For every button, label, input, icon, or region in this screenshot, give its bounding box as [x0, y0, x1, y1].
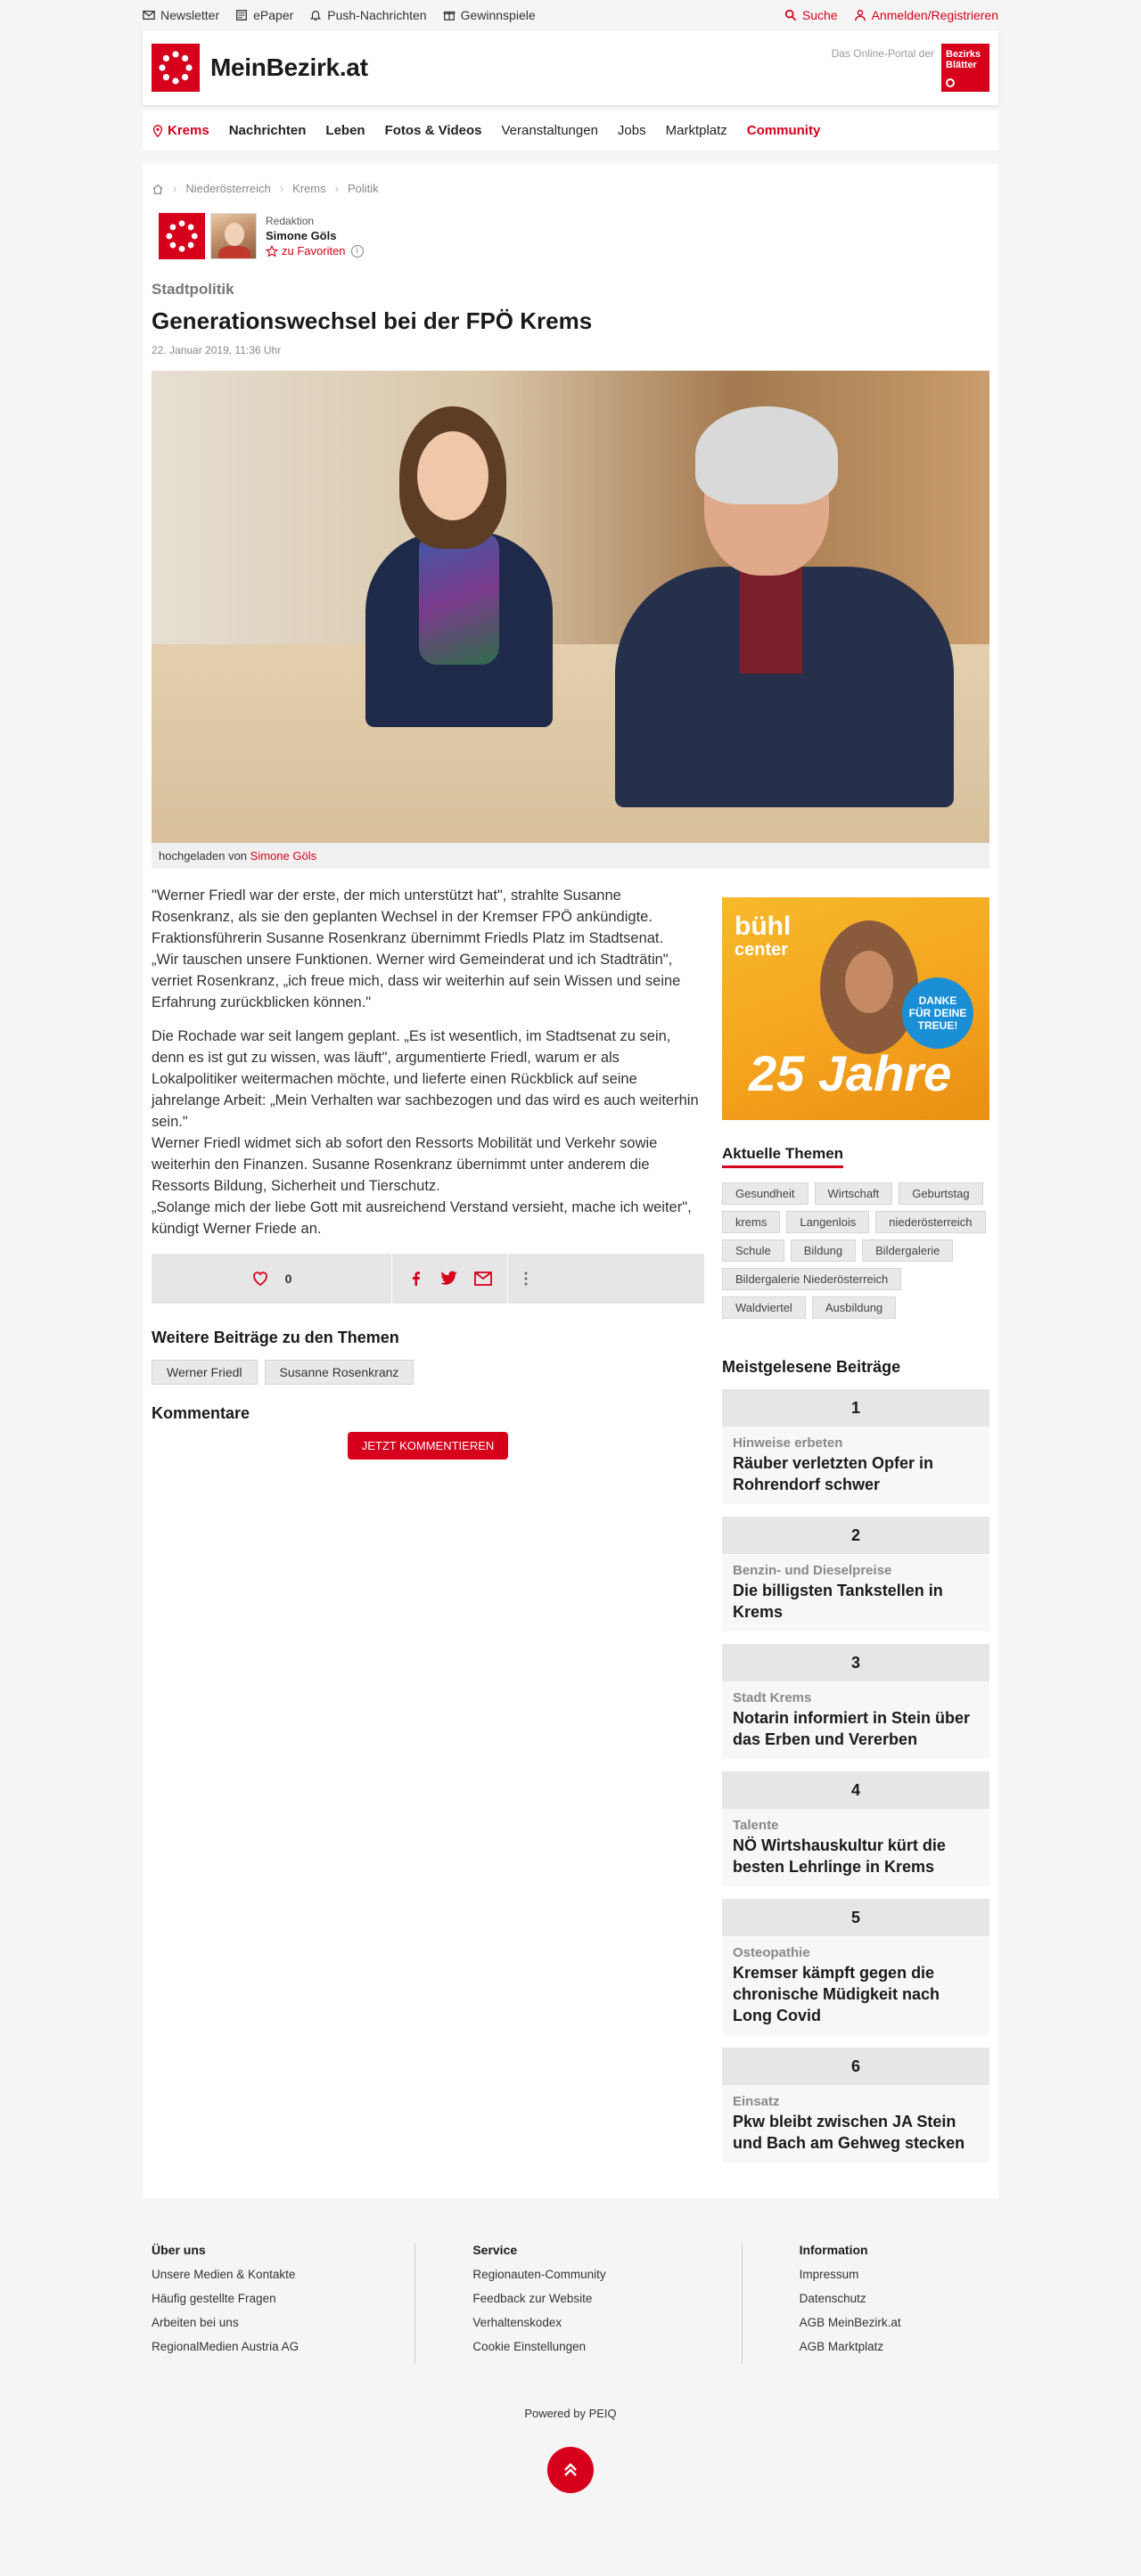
location-label: Krems	[168, 123, 209, 138]
topic-tag[interactable]: Bildergalerie Niederösterreich	[722, 1268, 901, 1290]
gift-icon	[443, 9, 456, 21]
nav-item-jobs[interactable]: Jobs	[617, 123, 646, 138]
facebook-icon[interactable]	[408, 1271, 424, 1287]
push-notifications-link[interactable]	[309, 8, 426, 22]
comment-now-button[interactable]: JETZT KOMMENTIEREN	[348, 1432, 509, 1460]
footer-link[interactable]: Impressum	[799, 2268, 859, 2281]
topic-tag[interactable]: Geburtstag	[899, 1182, 982, 1205]
author-meta	[266, 215, 364, 258]
author-name[interactable]: Simone Göls	[266, 229, 337, 242]
like-count: 0	[284, 1272, 292, 1286]
login-label: Anmelden/Registrieren	[871, 8, 998, 22]
most-read-rank: 4	[722, 1771, 989, 1809]
mail-icon	[143, 9, 155, 21]
push-label: Push-Nachrichten	[327, 8, 427, 22]
most-read-item[interactable]	[722, 1771, 989, 1886]
footer-heading: Über uns	[152, 2243, 206, 2257]
most-read-rank: 2	[722, 1517, 989, 1554]
newspaper-icon	[235, 9, 248, 21]
most-read-rank: 5	[722, 1899, 989, 1936]
login-link[interactable]	[854, 8, 998, 22]
search-link[interactable]	[784, 8, 838, 22]
most-read-kicker: Einsatz	[733, 2094, 780, 2109]
footer-link[interactable]: Regionauten-Community	[472, 2268, 606, 2281]
footer-link[interactable]: Datenschutz	[799, 2292, 866, 2305]
favorite-label: zu Favoriten	[282, 244, 346, 258]
double-chevron-up-icon	[561, 2460, 580, 2480]
footer-link[interactable]: Feedback zur Website	[472, 2292, 593, 2305]
article-paragraph: Die Rochade war seit langem geplant. „Es ist wesentlich, im Stadtsenat zu sein, denn es ist gut zu wissen, was läuft", argumentierte Friedl, warum er als Lokalpolitiker weitermachen möchte, und lieferte einen Rückblick auf seine jahrelange Arbeit: „Mein Verhalten war sachbezogen und das wird es auch weiterhin sein." Werner Friedl widmet sich ab sofort den Ressorts Mobilität und Verkehr sowie weiterhin den Finanzen. Susanne Rosenkranz übernimmt unter anderem die Ressorts Bildung, Sicherheit und Tierschutz. „Solange mich der liebe Gott mit ausreichend Verstand versieht, mache ich weiter", kündigt Werner Friede an.	[152, 1028, 699, 1237]
footer-link[interactable]: Arbeiten bei uns	[152, 2316, 239, 2329]
heart-icon[interactable]	[251, 1270, 269, 1288]
caption-author-link[interactable]: Simone Göls	[250, 849, 317, 863]
article-kicker: Stadtpolitik	[152, 281, 234, 298]
topic-tag[interactable]: Schule	[722, 1239, 784, 1262]
ad-years: 25 Jahre	[749, 1045, 952, 1101]
most-read-headline: Notarin informiert in Stein über das Erben und Vererben	[733, 1709, 971, 1748]
topic-tag[interactable]: Ausbildung	[812, 1296, 896, 1319]
most-read-kicker: Osteopathie	[733, 1945, 810, 1960]
most-read-title: Meistgelesene Beiträge	[722, 1358, 901, 1376]
breadcrumb-krems[interactable]: Krems	[292, 182, 326, 195]
most-read-rank: 3	[722, 1644, 989, 1681]
nav-item-veranstaltungen[interactable]: Veranstaltungen	[501, 123, 598, 138]
footer-link[interactable]: Verhaltenskodex	[472, 2316, 562, 2329]
most-read-rank: 1	[722, 1389, 989, 1427]
footer-column-information	[743, 2243, 989, 2364]
bell-icon	[309, 9, 322, 21]
article-body	[152, 885, 704, 2163]
meinbezirk-logo-icon	[152, 44, 200, 92]
nav-item-nachrichten[interactable]: Nachrichten	[228, 123, 307, 138]
footer-link[interactable]: AGB MeinBezirk.at	[799, 2316, 901, 2329]
email-share-icon[interactable]	[474, 1272, 492, 1286]
article-actions	[152, 1254, 704, 1304]
more-topics-list	[152, 1360, 704, 1385]
main-nav	[143, 110, 998, 151]
breadcrumb-niederoesterreich[interactable]: Niederösterreich	[185, 182, 271, 195]
chevron-right-icon: ›	[279, 182, 284, 195]
user-icon	[854, 9, 866, 21]
brand-home-link[interactable]	[152, 44, 368, 92]
footer-link[interactable]: RegionalMedien Austria AG	[152, 2340, 300, 2353]
ad-badge-line2: FÜR DEINE	[908, 1007, 967, 1019]
home-icon[interactable]	[152, 183, 164, 195]
search-label: Suche	[801, 8, 838, 22]
topic-tag[interactable]: Wirtschaft	[815, 1182, 893, 1205]
gewinnspiele-label: Gewinnspiele	[460, 8, 536, 22]
photo-caption	[152, 843, 989, 869]
footer-heading: Service	[472, 2243, 518, 2257]
most-read-item[interactable]	[722, 1389, 989, 1504]
ad-logo-line1: bühl	[735, 912, 792, 941]
nav-item-marktplatz[interactable]: Marktplatz	[665, 123, 727, 138]
most-read-item[interactable]	[722, 1517, 989, 1631]
service-bar	[143, 0, 998, 30]
author-avatar[interactable]	[210, 213, 257, 259]
search-icon	[784, 9, 797, 21]
most-read-headline: Kremser kämpft gegen die chronische Müdigkeit nach Long Covid	[733, 1964, 940, 2024]
article-title: Generationswechsel bei der FPÖ Krems	[152, 307, 593, 334]
twitter-icon[interactable]	[440, 1271, 458, 1287]
more-topics-title: Weitere Beiträge zu den Themen	[152, 1329, 399, 1346]
caption-prefix: hochgeladen von	[159, 849, 248, 863]
comments-title: Kommentare	[152, 1404, 250, 1422]
star-icon	[266, 245, 278, 258]
ad-badge	[902, 977, 973, 1049]
footer-link[interactable]: AGB Marktplatz	[799, 2340, 884, 2353]
ad-badge-line1: DANKE	[918, 994, 957, 1007]
ad-logo-line2: center	[735, 940, 789, 960]
breadcrumb-politik[interactable]: Politik	[347, 182, 379, 195]
location-selector[interactable]	[152, 123, 209, 138]
nav-item-fotos-videos[interactable]: Fotos & Videos	[384, 123, 482, 138]
newsletter-label: Newsletter	[160, 8, 220, 22]
ad-person-image	[820, 920, 918, 1054]
portal-badge	[832, 44, 989, 92]
most-read-item[interactable]	[722, 1899, 989, 2035]
portal-text: Das Online-Portal der	[831, 47, 934, 60]
most-read-rank: 6	[722, 2048, 989, 2085]
scroll-to-top-button[interactable]	[547, 2447, 594, 2493]
article-photo[interactable]	[152, 371, 989, 843]
most-read-kicker: Hinweise erbeten	[733, 1435, 843, 1451]
bezirksblaetter-logo[interactable]	[941, 44, 989, 92]
footer-column-about	[152, 2243, 415, 2364]
bezirksblaetter-logo-text: Bezirks Blätter	[946, 49, 981, 70]
article-date: 22. Januar 2019, 11:36 Uhr	[152, 344, 282, 356]
photo-person-woman	[365, 406, 570, 727]
author-box	[159, 213, 989, 259]
most-read-item[interactable]	[722, 2048, 989, 2163]
add-favorite-button[interactable]	[266, 244, 346, 258]
ad-logo	[735, 913, 791, 960]
most-read-kicker: Talente	[733, 1818, 779, 1833]
info-icon[interactable]: i	[351, 245, 364, 258]
site-header	[143, 30, 998, 105]
nav-item-community[interactable]: Community	[746, 123, 821, 138]
newsletter-link[interactable]	[143, 8, 219, 22]
footer-heading: Information	[799, 2243, 868, 2257]
footer-link[interactable]: Unsere Medien & Kontakte	[152, 2268, 296, 2281]
topic-tag[interactable]: Bildung	[791, 1239, 856, 1262]
ad-banner[interactable]	[722, 897, 989, 1120]
epaper-link[interactable]	[235, 8, 293, 22]
current-topics-tags	[722, 1182, 989, 1319]
redaktion-logo-icon	[159, 213, 205, 259]
chevron-right-icon: ›	[173, 182, 177, 195]
more-vertical-icon[interactable]	[523, 1271, 529, 1287]
topic-tag[interactable]: Gesundheit	[722, 1182, 809, 1205]
most-read-headline: NÖ Wirtshauskultur kürt die besten Lehrlinge in Krems	[733, 1836, 946, 1876]
topic-pill[interactable]: Werner Friedl	[152, 1360, 258, 1385]
article-paragraph: "Werner Friedl war der erste, der mich unterstützt hat", strahlte Susanne Rosenkranz, als sie den geplanten Wechsel in der Kremser FPÖ ankündigte. Fraktionsführerin Susanne Rosenkranz übernimmt Friedls Platz im Stadtsenat. „Wir tauschen unsere Funktionen. Werner wird Gemeinderat und ich Stadträtin", verriet Rosenkranz, „ich freue mich, dass wir weiterhin auf sein Wissen und seine Erfahrung zurückblicken können."	[152, 887, 681, 1010]
topic-tag[interactable]: Bildergalerie	[862, 1239, 953, 1262]
most-read-headline: Die billigsten Tankstellen in Krems	[733, 1582, 943, 1621]
most-read-item[interactable]	[722, 1644, 989, 1759]
brand-name: MeinBezirk.at	[210, 53, 368, 81]
most-read-kicker: Benzin- und Dieselpreise	[733, 1563, 892, 1578]
footer-column-service	[415, 2243, 742, 2364]
footer-link[interactable]: Cookie Einstellungen	[472, 2340, 587, 2353]
current-topics-title: Aktuelle Themen	[722, 1145, 843, 1168]
topic-pill[interactable]: Susanne Rosenkranz	[265, 1360, 415, 1385]
most-read-headline: Räuber verletzten Opfer in Rohrendorf schwer	[733, 1454, 934, 1493]
powered-by: Powered by PEIQ	[524, 2407, 617, 2420]
logo-ring-icon	[946, 78, 955, 87]
location-pin-icon	[152, 125, 164, 137]
topic-tag[interactable]: niederösterreich	[875, 1211, 985, 1233]
most-read-kicker: Stadt Krems	[733, 1690, 812, 1705]
sidebar	[722, 897, 989, 2163]
topic-tag[interactable]: Waldviertel	[722, 1296, 806, 1319]
epaper-label: ePaper	[253, 8, 294, 22]
chevron-right-icon: ›	[334, 182, 339, 195]
site-footer	[143, 2243, 998, 2364]
breadcrumb	[152, 182, 989, 195]
nav-item-leben[interactable]: Leben	[325, 123, 365, 138]
ad-badge-line3: TREUE!	[917, 1019, 958, 1032]
footer-link[interactable]: Häufig gestellte Fragen	[152, 2292, 276, 2305]
photo-person-man	[615, 406, 954, 807]
main-content	[143, 164, 998, 2198]
topic-tag[interactable]: Langenlois	[786, 1211, 869, 1233]
topic-tag[interactable]: krems	[722, 1211, 780, 1233]
gewinnspiele-link[interactable]	[443, 8, 536, 22]
author-role: Redaktion	[266, 215, 315, 227]
most-read-headline: Pkw bleibt zwischen JA Stein und Bach am Gehweg stecken	[733, 2113, 965, 2152]
